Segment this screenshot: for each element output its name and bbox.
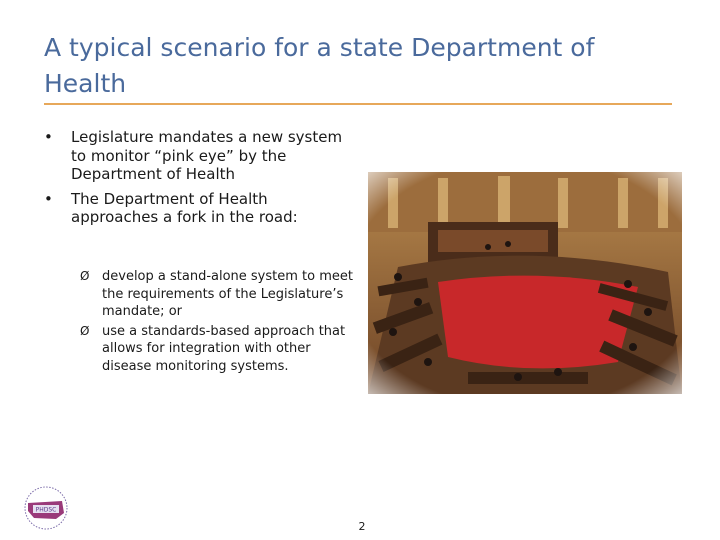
sub-bullet-item	[80, 323, 360, 376]
title-divider	[44, 103, 672, 105]
bullet-item	[44, 128, 344, 184]
slide-title: A typical scenario for a state Department of Health	[44, 33, 595, 98]
bullet-text: Legislature mandates a new system to monitor “pink eye” by the Department of Health	[71, 128, 343, 183]
bullet-text: The Department of Health approaches a fork in the road:	[71, 189, 298, 226]
svg-text:PHDSC: PHDSC	[35, 506, 57, 514]
sub-bullet-item	[80, 268, 360, 321]
sub-bullet-text: use a standards-based approach that allows for integration with other disease monitoring systems.	[102, 323, 346, 374]
bullet-marker: •	[44, 128, 53, 146]
sub-bullet-list	[80, 268, 360, 377]
organization-logo	[16, 485, 76, 531]
page-number: 2	[358, 520, 366, 533]
bullet-list	[44, 128, 344, 233]
sub-bullet-text: develop a stand-alone system to meet the requirements of the Legislature’s mandate; or	[102, 269, 353, 319]
arrow-bullet-icon: Ø	[80, 323, 90, 338]
bullet-item	[44, 190, 344, 227]
bullet-marker: •	[44, 189, 53, 208]
legislature-chamber-photo	[368, 172, 682, 394]
arrow-bullet-icon: Ø	[80, 269, 90, 283]
